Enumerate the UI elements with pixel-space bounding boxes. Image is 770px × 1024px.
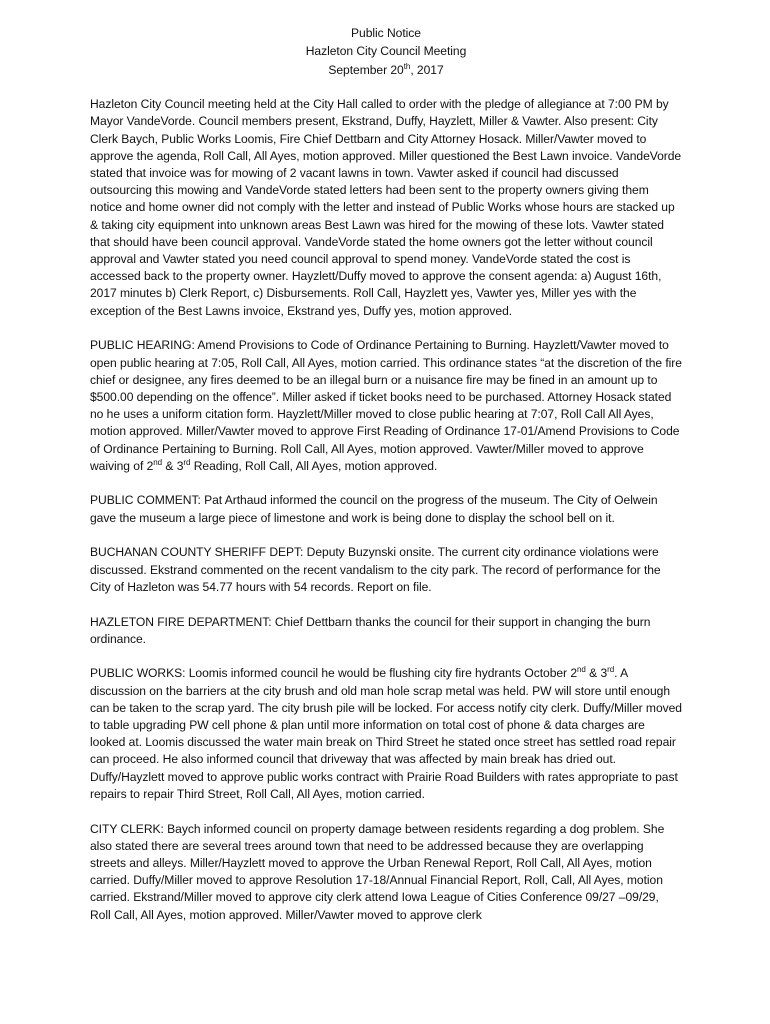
ordinal-nd: nd — [153, 457, 163, 467]
public-hearing-text-c: Reading, Roll Call, All Ayes, motion approved. — [190, 458, 438, 473]
fire-dept-paragraph: HAZLETON FIRE DEPARTMENT: Chief Dettbarn thanks the council for their support in changing the burn ordinance. — [90, 614, 651, 646]
notice-title: Public Notice — [351, 26, 421, 40]
public-hearing-text-a: PUBLIC HEARING: Amend Provisions to Code of Ordinance Pertaining to Burning. Hayzlett/Vawter moved to open public hearing at 7:05, Roll Call, All Ayes, motion carried. This ordinance states “at the discretion of the fire chief or designee, any fires deemed to be an illegal burn or a nuisance fire may be fined in an amount up to $500.00 depending on the offence”. Miller asked if ticket books need to be purchased. Attorney Hosack stated no he uses a uniform citation form. Hayzlett/Miller moved to close public hearing at 7:07, Roll Call All Ayes, motion approved. Miller/Vawter moved to approve First Reading of Ordinance 17-01/Amend Provisions to Code of Ordinance Pertaining to Burning. Roll Call, All Ayes, motion approved. Vawter/Miller moved to approve waiving of 2 — [90, 338, 682, 473]
city-clerk-paragraph: CITY CLERK: Baych informed council on property damage between residents regarding a dog problem. She also stated there are several trees around town that need to be addressed because they are overlapping streets and alleys. Miller/Hayzlett moved to approve the Urban Renewal Report, Roll Call, All Ayes, motion carried. Duffy/Miller moved to approve Resolution 17-18/Annual Financial Report, Roll, Call, All Ayes, motion carried. Ekstrand/Miller moved to approve city clerk attend Iowa League of Cities Conference 09/27 –09/29, Roll Call, All Ayes, motion approved. Miller/Vawter moved to approve clerk — [90, 821, 665, 922]
date-text: September 20 — [328, 62, 404, 77]
ordinal-rd: rd — [183, 457, 191, 467]
public-comment-paragraph: PUBLIC COMMENT: Pat Arthaud informed the council on the progress of the museum. The City of Oelwein gave the museum a large piece of limestone and work is being done to display the school bell on it. — [90, 493, 658, 525]
meeting-date — [90, 61, 682, 79]
notice-header — [90, 24, 682, 79]
public-hearing-paragraph — [90, 337, 682, 475]
public-works-text-c: . A discussion on the barriers at the city brush and old man hole scrap metal was held. PW will store until enough can be taken to the scrap yard. The city brush pile will be locked. For access notify city clerk. Duffy/Miller moved to table upgrading PW cell phone & plan until more information on total cost of phone & data charges are looked at. Loomis discussed the water main break on Third Street he stated once street has settled road repair can proceed. He also informed council that driveway that was affected by main break has dried out. Duffy/Hayzlett moved to approve public works contract with Prairie Road Builders with rates appropriate to past repairs to repair Third Street, Roll Call, All Ayes, motion carried. — [90, 666, 682, 801]
sheriff-dept-paragraph: BUCHANAN COUNTY SHERIFF DEPT: Deputy Buzynski onsite. The current city ordinance violations were discussed. Ekstrand commented on the recent vandalism to the city park. The record of performance for the City of Hazleton was 54.77 hours with 54 records. Report on file. — [90, 545, 661, 594]
ordinal-rd: rd — [607, 665, 615, 675]
date-year: , 2017 — [410, 62, 444, 77]
public-works-text-a: PUBLIC WORKS: Loomis informed council he would be flushing city fire hydrants October 2 — [90, 666, 578, 681]
public-hearing-text-b: & 3 — [162, 458, 184, 473]
public-works-paragraph — [90, 665, 682, 803]
meeting-name: Hazleton City Council Meeting — [305, 44, 467, 59]
opening-paragraph: Hazleton City Council meeting held at the City Hall called to order with the pledge of allegiance at 7:00 PM by Mayor VandeVorde. Council members present, Ekstrand, Duffy, Hayzlett, Miller & Vawter. Also present: City Clerk Baych, Public Works Loomis, Fire Chief Dettbarn and City Attorney Hosack. Miller/Vawter moved to approve the agenda, Roll Call, All Ayes, motion approved. Miller questioned the Best Lawn invoice. VandeVorde stated that invoice was for mowing of 2 vacant lawns in town. Vawter asked if council had discussed outsourcing this mowing and VandeVorde stated letters had been sent to the property owners giving them notice and home owner did not comply with the letter and instead of Public Works whose hours are stacked up & taking city equipment into unknown areas Best Lawn was hired for the mowing of these lots. Vawter stated that should have been council approval. VandeVorde stated the home owners got the letter without council approval and Vawter stated you need council approval to spend money. VandeVorde stated the cost is accessed back to the property owner. Hayzlett/Duffy moved to approve the consent agenda: a) August 16th, 2017 minutes b) Clerk Report, c) Disbursements. Roll Call, Hayzlett yes, Vawter yes, Miller yes with the exception of the Best Lawns invoice, Ekstrand yes, Duffy yes, motion approved. — [90, 97, 682, 318]
date-ordinal: th — [403, 61, 411, 71]
public-works-text-b: & 3 — [585, 666, 608, 681]
ordinal-nd: nd — [577, 665, 586, 675]
